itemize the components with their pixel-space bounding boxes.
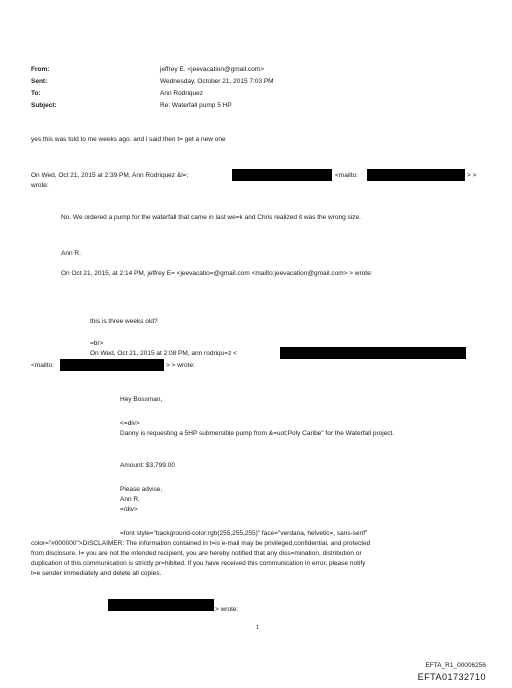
footer-ref-large: EFTA01732710 [417, 672, 486, 682]
subject-value: Re: Waterfall pump 5 HP [160, 102, 232, 109]
quote1-prefix: On Wed, Oct 21, 2015 at 2:39 PM, Ann Rodriquez &l=; [31, 172, 189, 179]
quote2-line: On Oct 21, 2015, at 2:14 PM, jeffrey E= <jeevacatio=@gmail.com <mailto:jeevacation@gmail.com> > wrote: [61, 270, 373, 277]
ann-signature-2: Ann R. [120, 496, 140, 503]
disclaimer-line-3: duplication of this communication is strictly pr=hibited. If you have received this communication in error, please notify [31, 560, 366, 567]
amount: Amount: $3,799.00 [120, 462, 175, 469]
redaction-block [232, 169, 332, 181]
disclaimer-line-2: from disclosure. I= you are not the intended recipient, you are hereby notified that any diss=mination, distribution or [31, 550, 362, 557]
to-label: To: [31, 90, 41, 97]
disclaimer-line-4: t=e sender immediately and delete all copies. [31, 570, 162, 577]
disclaimer-line-1: color="#000000">DISCLAIMER: The information contained in t=is e-mail may be privileged,confidential, and protected [31, 540, 371, 547]
quote1-wrote: wrote: [31, 182, 49, 189]
quote1-end: > > [467, 172, 477, 179]
quote3-mailto: <mailto: [31, 362, 54, 369]
ann-signature: Ann R. [61, 250, 81, 257]
font-tag: =font style="background-color:rgb(255,255,255)" face="verdana, helvetic=, sans-serif" [120, 530, 368, 537]
three-weeks-text: this is three weeks old? [90, 318, 158, 325]
from-label: From: [31, 66, 50, 73]
br-tag: =br> [90, 340, 104, 347]
footer-ref-small: EFTA_R1_00006256 [425, 662, 486, 669]
div-open-tag: <=div> [120, 420, 140, 427]
sent-label: Sent: [31, 78, 48, 85]
to-value: Ann Rodriquez [160, 90, 203, 97]
redaction-block [367, 169, 465, 181]
redaction-block [60, 359, 164, 371]
quote3-wrote: > > wrote: [166, 362, 195, 369]
page-number: 1 [256, 625, 260, 631]
quote3-prefix: On Wed, Oct 21, 2015 at 2:08 PM, ann rodriqu=z < [90, 350, 237, 357]
div-close-tag: =/div> [120, 506, 138, 513]
danny-request: Danny is requesting a 5HP submersible pump from &=uot;Poly Caribe" for the Waterfall project. [120, 430, 395, 437]
ann-message: No. We ordered a pump for the waterfall that came in last we=k and Chris realized it was the wrong size. [61, 214, 361, 221]
redaction-block [108, 599, 214, 611]
subject-label: Subject: [31, 102, 57, 109]
from-value: jeffrey E. <jeevacation@gmail.com> [160, 66, 265, 73]
please-advise: Please advise, [120, 486, 163, 493]
greeting: Hey Bossman, [120, 396, 163, 403]
last-wrote: > wrote: [215, 606, 239, 613]
reply-text: yes this was told to me weeks ago. and i said then t= get a new one [31, 136, 226, 143]
redaction-block [280, 347, 466, 359]
quote1-mailto: <mailto: [335, 172, 358, 179]
sent-value: Wednesday, October 21, 2015 7:03 PM [160, 78, 274, 85]
